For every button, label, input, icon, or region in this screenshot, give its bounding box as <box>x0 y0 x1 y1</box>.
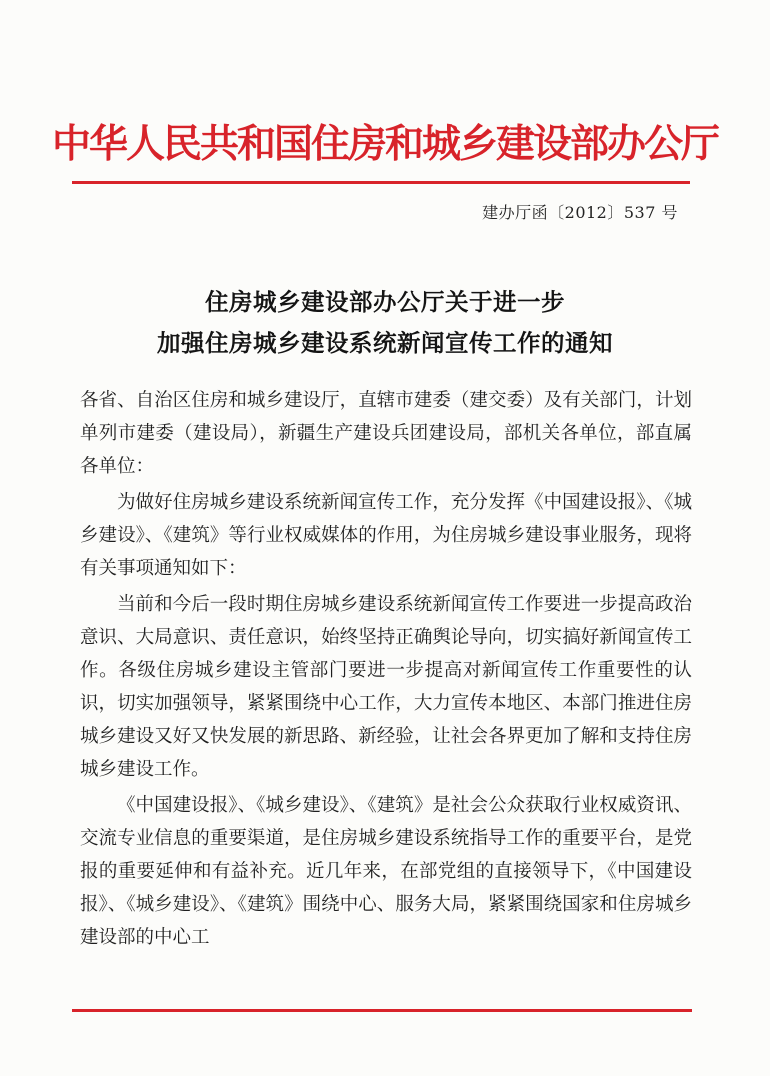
body-paragraph-1: 为做好住房城乡建设系统新闻宣传工作，充分发挥《中国建设报》、《城乡建设》、《建筑》等行业权威媒体的作用，为住房城乡建设事业服务，现将有关事项通知如下： <box>80 492 692 579</box>
issuing-authority-header: 中华人民共和国住房和城乡建设部办公厅 <box>51 121 718 167</box>
document-body <box>80 384 692 957</box>
header-red-rule <box>72 181 690 184</box>
document-number: 建办厅函〔2012〕537 号 <box>482 203 678 222</box>
body-paragraph-2: 当前和今后一段时期住房城乡建设系统新闻宣传工作要进一步提高政治意识、大局意识、责任意识，始终坚持正确舆论导向，切实搞好新闻宣传工作。各级住房城乡建设主管部门要进一步提高对新闻宣传工作重要性的认识，切实加强领导，紧紧围绕中心工作，大力宣传本地区、本部门推进住房城乡建设又好又快发展的新思路、新经验，让社会各界更加了解和支持住房城乡建设工作。 <box>80 594 692 780</box>
footer-red-rule <box>72 1009 692 1012</box>
addressees-paragraph: 各省、自治区住房和城乡建设厅，直辖市建委（建交委）及有关部门，计划单列市建委（建设局），新疆生产建设兵团建设局，部机关各单位，部直属各单位： <box>80 390 692 477</box>
title-line-2: 加强住房城乡建设系统新闻宣传工作的通知 <box>157 329 613 357</box>
body-paragraph-3: 《中国建设报》、《城乡建设》、《建筑》是社会公众获取行业权威资讯、交流专业信息的重要渠道，是住房城乡建设系统指导工作的重要平台，是党报的重要延伸和有益补充。近几年来，在部党组的直接领导下，《中国建设报》、《城乡建设》、《建筑》围绕中心、服务大局，紧紧围绕国家和住房城乡建设部的中心工 <box>80 795 692 948</box>
title-line-1: 住房城乡建设部办公厅关于进一步 <box>205 288 565 316</box>
